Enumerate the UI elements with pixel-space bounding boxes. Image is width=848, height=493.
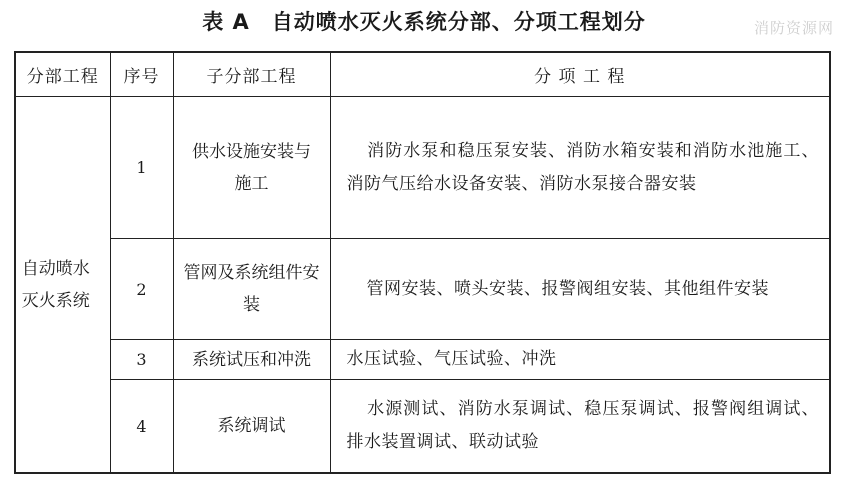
subdivision-text: 供水设施安装与施工 — [192, 141, 311, 194]
division-cell — [15, 97, 110, 474]
subdivision-cell: 系统调试 — [173, 380, 330, 474]
items-text: 消防水泵和稳压泵安装、消防水箱安装和消防水池施工、消防气压给水设备安装、消防水泵接合器安装 — [346, 140, 819, 194]
table-row — [15, 380, 830, 474]
subdivision-text: 管网及系统组件安装 — [183, 263, 320, 315]
items-cell — [330, 97, 830, 239]
items-cell — [330, 340, 830, 380]
subdivision-cell — [173, 239, 330, 340]
header-subdivision: 子分部工程 — [173, 52, 330, 97]
row-number: 2 — [110, 239, 173, 340]
table-header-row — [15, 52, 830, 97]
division-table — [14, 51, 831, 474]
header-items: 分 项 工 程 — [330, 52, 830, 97]
header-number: 序号 — [110, 52, 173, 97]
table-row — [15, 340, 830, 380]
items-text: 水压试验、气压试验、冲洗 — [346, 349, 557, 369]
row-number: 4 — [110, 380, 173, 474]
row-number: 1 — [110, 97, 173, 239]
division-text: 自动喷水灭火系统 — [21, 258, 90, 311]
table-title-text: 自动喷水灭火系统分部、分项工程划分 — [271, 10, 646, 34]
table-row — [15, 239, 830, 340]
table-row — [15, 97, 830, 239]
items-text: 管网安装、喷头安装、报警阀组安装、其他组件安装 — [366, 278, 769, 299]
items-cell — [330, 239, 830, 340]
row-number: 3 — [110, 340, 173, 380]
items-cell — [330, 380, 830, 474]
table-title-label: 表 A — [202, 10, 250, 34]
subdivision-cell — [173, 97, 330, 239]
header-division: 分部工程 — [15, 52, 110, 97]
table-title — [0, 8, 848, 36]
items-text: 水源测试、消防水泵调试、稳压泵调试、报警阀组调试、排水装置调试、联动试验 — [346, 399, 819, 452]
watermark-text: 消防资源网 — [753, 19, 834, 37]
subdivision-cell: 系统试压和冲洗 — [173, 340, 330, 380]
